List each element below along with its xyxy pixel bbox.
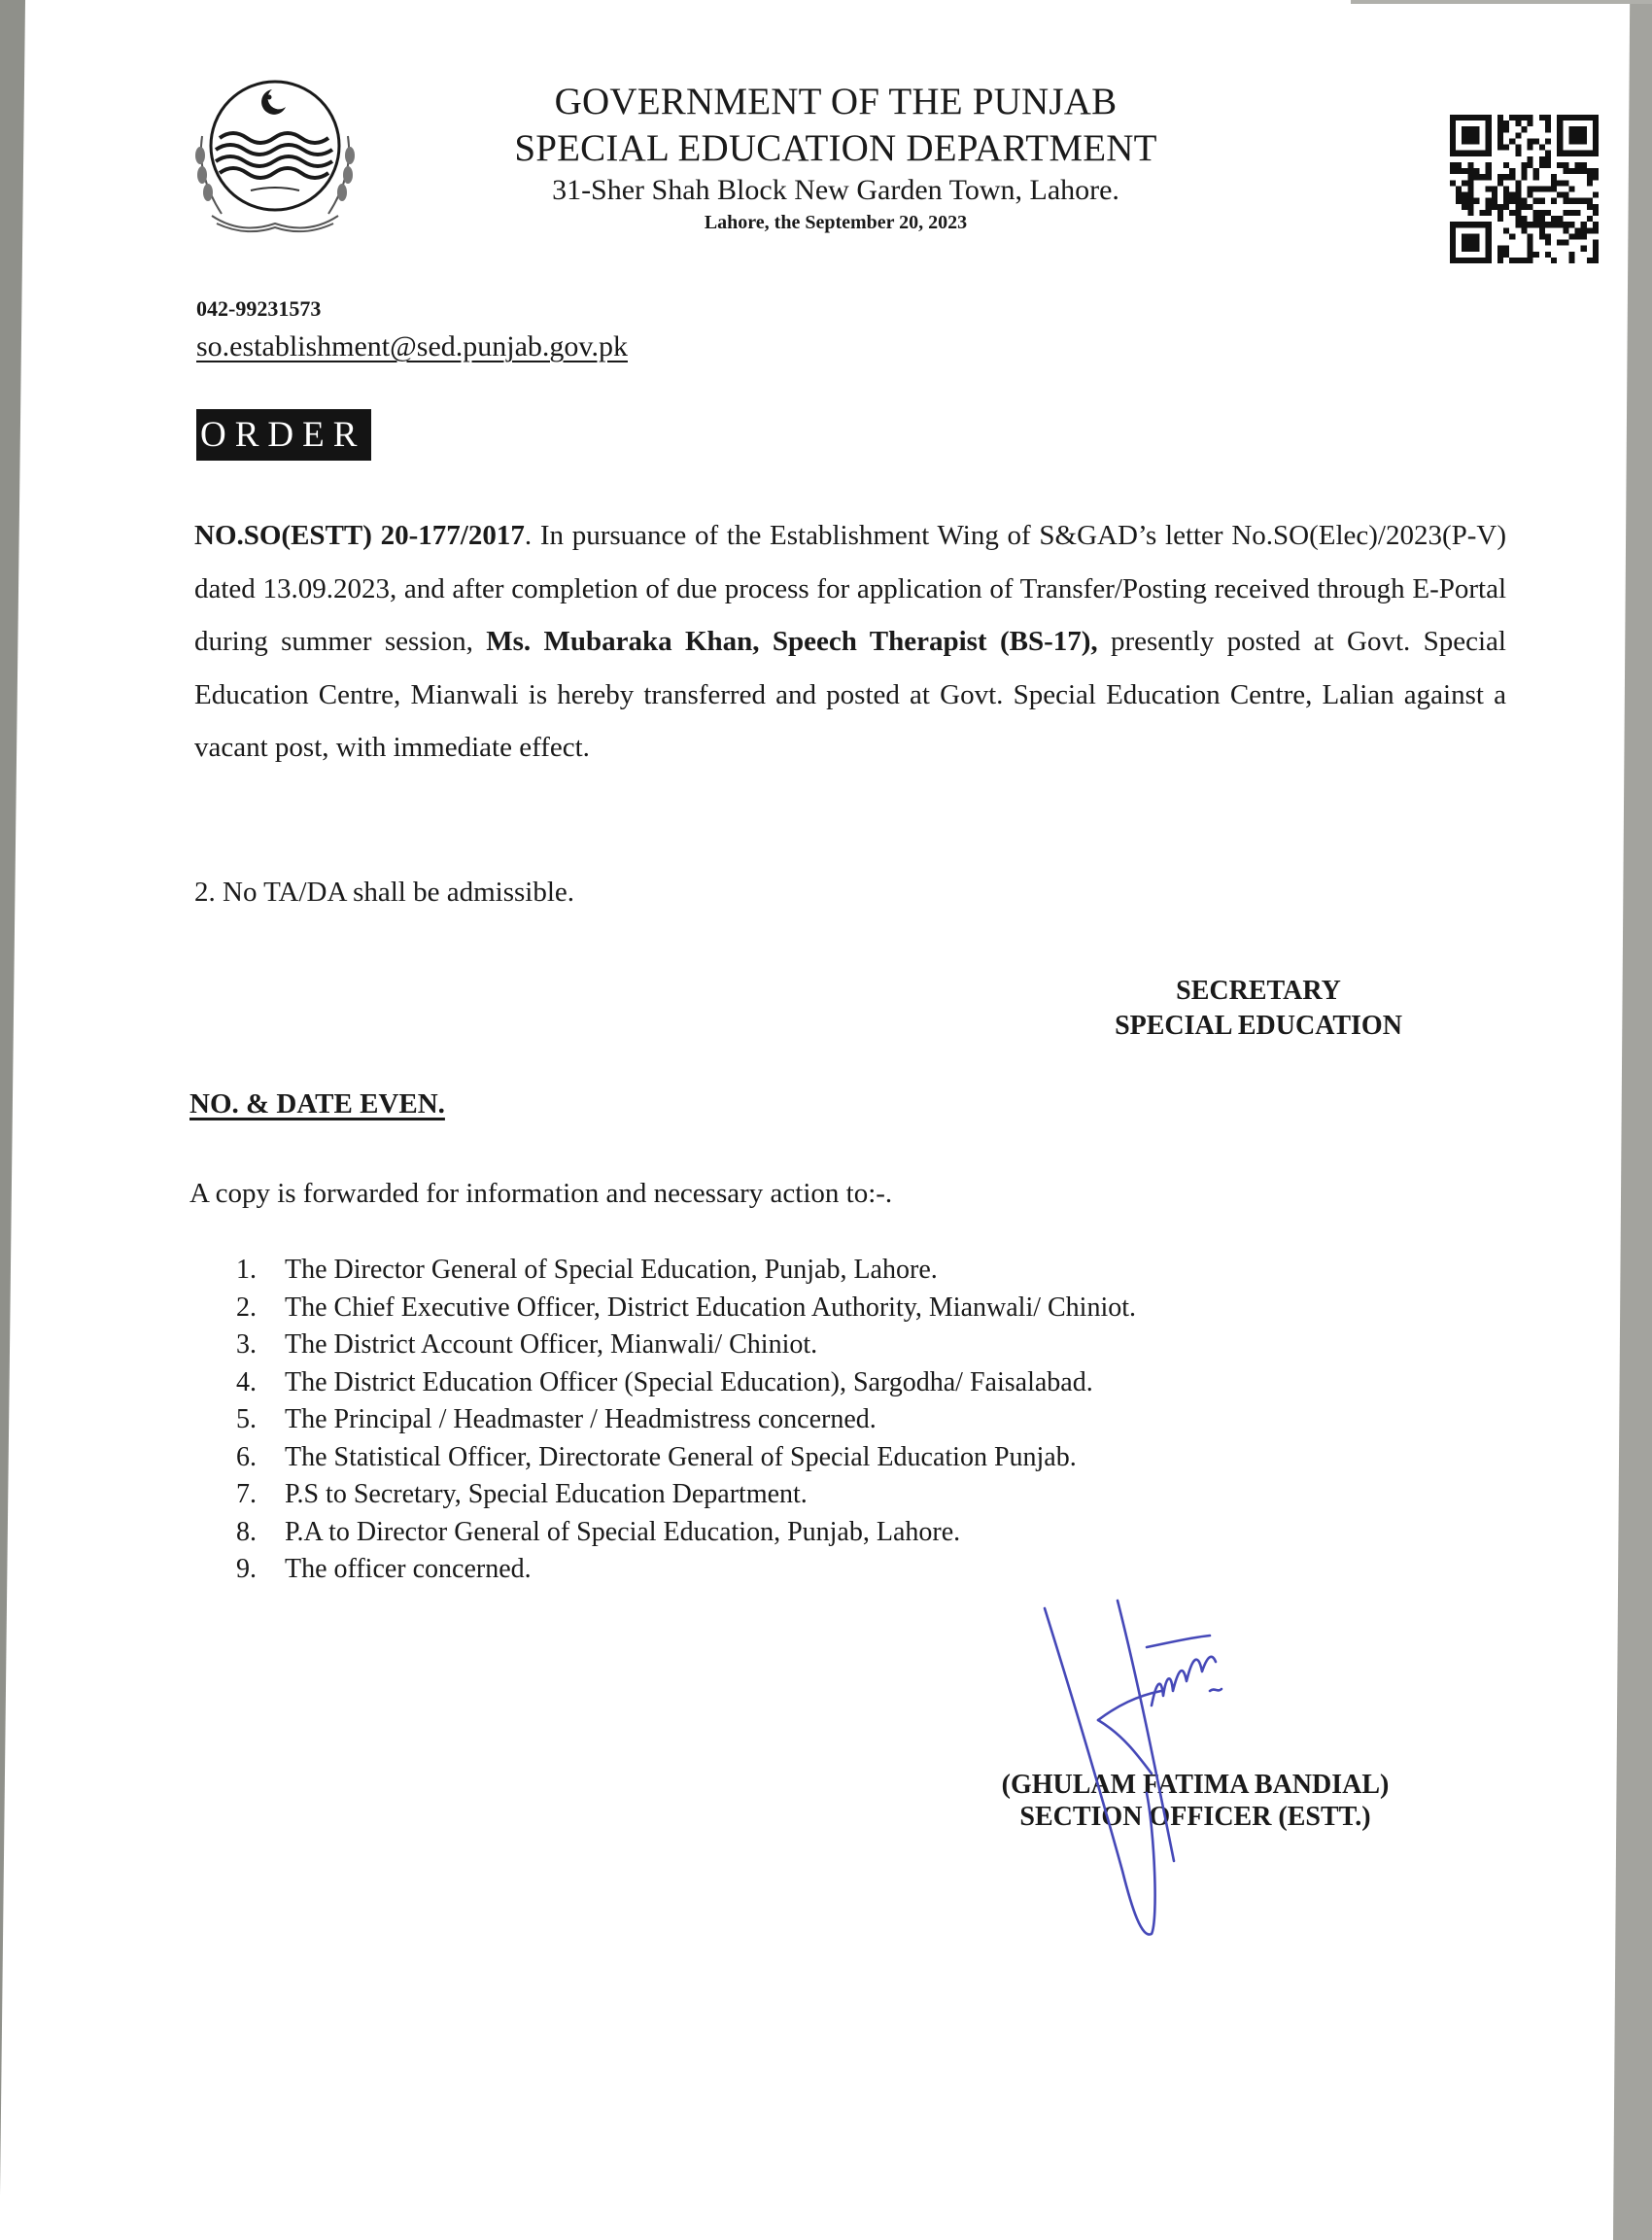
recipient-number: 9. [236, 1554, 257, 1584]
no-date-even-heading: NO. & DATE EVEN. [189, 1088, 445, 1120]
recipient-text: The District Education Officer (Special Education), Sargodha/ Faisalabad. [285, 1366, 1093, 1397]
secretary-title: SECRETARY [1176, 976, 1341, 1006]
scan-edge-top [1351, 0, 1652, 4]
header-address: 31-Sher Shah Block New Garden Town, Lahore. [552, 174, 1119, 206]
handwritten-signature [1030, 1599, 1283, 1948]
recipient-text: P.S to Secretary, Special Education Department. [285, 1479, 808, 1509]
officer-name: (GHULAM FATIMA BANDIAL) [1001, 1770, 1390, 1800]
copy-forwarded-intro: A copy is forwarded for information and necessary action to:-. [189, 1178, 893, 1209]
recipient-item [236, 1327, 1136, 1364]
header-government-title: GOVERNMENT OF THE PUNJAB [554, 81, 1118, 122]
scan-edge-left [0, 0, 25, 2240]
recipients-list [236, 1252, 1136, 1589]
recipient-item [236, 1401, 1136, 1439]
order-reference-number: NO.SO(ESTT) 20-177/2017 [194, 520, 525, 551]
recipient-text: The Director General of Special Education, Punjab, Lahore. [285, 1255, 938, 1285]
recipient-number: 3. [236, 1329, 257, 1360]
employee-name: Ms. Mubaraka Khan, Speech Therapist (BS-17), [486, 626, 1098, 657]
scan-edge-right [1613, 0, 1652, 2240]
recipient-text: The District Account Officer, Mianwali/ Chiniot. [285, 1329, 818, 1360]
secretary-signature-block [1059, 974, 1458, 1044]
officer-designation: SECTION OFFICER (ESTT.) [1019, 1802, 1371, 1832]
recipient-text: The officer concerned. [285, 1554, 532, 1584]
recipient-item [236, 1476, 1136, 1514]
recipient-number: 6. [236, 1441, 257, 1472]
contact-email-link[interactable]: so.establishment@sed.punjab.gov.pk [196, 330, 628, 362]
order-heading: ORDER [196, 409, 371, 461]
recipient-text: P.A to Director General of Special Education, Punjab, Lahore. [285, 1516, 961, 1547]
header-date: Lahore, the September 20, 2023 [704, 212, 968, 233]
recipient-text: The Principal / Headmaster / Headmistress concerned. [285, 1404, 877, 1434]
recipient-item [236, 1290, 1136, 1327]
order-text-part1: . In pursuance of the Establishment Wing of S&GAD’s letter No.SO(Elec)/2023(P-V) dated 13.09.2023, and after completion of due process for application of Transfer/Posting received through E-Portal during summer session, [194, 520, 1507, 657]
recipient-text: The Statistical Officer, Directorate General of Special Education Punjab. [285, 1441, 1077, 1472]
recipient-number: 2. [236, 1292, 257, 1323]
recipient-number: 4. [236, 1366, 257, 1397]
recipient-item [236, 1551, 1136, 1589]
recipient-number: 1. [236, 1255, 257, 1285]
order-body-paragraph [194, 509, 1506, 775]
contact-phone: 042-99231573 [196, 296, 322, 321]
order-text-part2: presently posted at Govt. Special Education Centre, Mianwali is hereby transferred and posted at Govt. Special Education Centre, Lalian against a vacant post, with immediate effect. [194, 626, 1506, 763]
recipient-item [236, 1364, 1136, 1402]
recipient-item [236, 1514, 1136, 1552]
punjab-government-logo [173, 68, 377, 248]
header-department-title: SPECIAL EDUCATION DEPARTMENT [514, 127, 1157, 169]
qr-code [1450, 115, 1599, 263]
secretary-department: SPECIAL EDUCATION [1115, 1011, 1402, 1041]
order-point-2: 2. No TA/DA shall be admissible. [194, 877, 575, 908]
recipient-number: 5. [236, 1404, 257, 1434]
recipient-item [236, 1439, 1136, 1477]
recipient-item [236, 1252, 1136, 1290]
recipient-text: The Chief Executive Officer, District Education Authority, Mianwali/ Chiniot. [285, 1292, 1137, 1323]
recipient-number: 8. [236, 1516, 257, 1547]
recipient-number: 7. [236, 1479, 257, 1509]
